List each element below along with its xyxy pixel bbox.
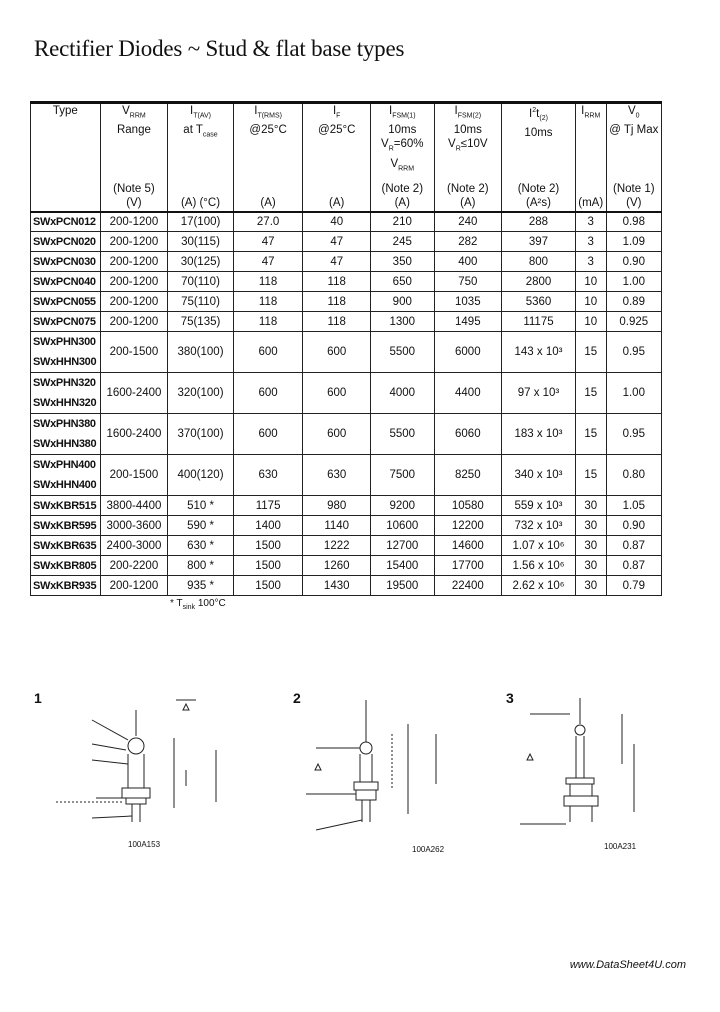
cell-type: SWxPCN030 — [31, 252, 101, 272]
cell-itrms: 118 — [233, 272, 303, 292]
cell-vo: 0.95 — [606, 414, 661, 455]
cell-if: 600 — [303, 373, 371, 414]
cell-itav: 380(100) — [168, 332, 234, 373]
col-type: Type — [31, 103, 101, 176]
cell-itrms: 27.0 — [233, 212, 303, 232]
figure-3-number: 3 — [506, 690, 514, 706]
cell-if: 600 — [303, 414, 371, 455]
cell-vo: 0.87 — [606, 556, 661, 576]
cell-irrm: 15 — [575, 373, 606, 414]
cell-i2t: 1.07 x 10⁶ — [502, 536, 576, 556]
table-row — [31, 252, 662, 272]
cell-v: 200-1200 — [100, 312, 168, 332]
cell-type: SWxPCN012 — [31, 212, 101, 232]
cell-ifsm1: 1300 — [371, 312, 435, 332]
cell-v: 200-1200 — [100, 576, 168, 596]
cell-i2t: 732 x 10³ — [502, 516, 576, 536]
cell-ifsm1: 350 — [371, 252, 435, 272]
col-itrms: $I_{T(RMS)}$ @25°C — [233, 103, 303, 176]
cell-irrm: 30 — [575, 556, 606, 576]
cell-ifsm2: 240 — [434, 212, 502, 232]
table-row — [31, 292, 662, 312]
cell-irrm: 3 — [575, 252, 606, 272]
cell-irrm: 30 — [575, 516, 606, 536]
cell-v: 200-1500 — [100, 455, 168, 496]
table-row — [31, 516, 662, 536]
cell-i2t: 2.62 x 10⁶ — [502, 576, 576, 596]
cell-vo: 1.09 — [606, 232, 661, 252]
cell-ifsm2: 10580 — [434, 496, 502, 516]
cell-itav: 75(135) — [168, 312, 234, 332]
cell-ifsm1: 650 — [371, 272, 435, 292]
cell-itav: 630 * — [168, 536, 234, 556]
cell-ifsm2: 6060 — [434, 414, 502, 455]
cell-i2t: 2800 — [502, 272, 576, 292]
cell-if: 118 — [303, 292, 371, 312]
cell-v: 200-1200 — [100, 232, 168, 252]
cell-v: 200-1500 — [100, 332, 168, 373]
cell-ifsm2: 22400 — [434, 576, 502, 596]
cell-ifsm2: 282 — [434, 232, 502, 252]
cell-vo: 1.05 — [606, 496, 661, 516]
cell-type: SWxKBR515 — [31, 496, 101, 516]
cell-vo: 1.00 — [606, 272, 661, 292]
cell-v: 3000-3600 — [100, 516, 168, 536]
col-irrm: $I_{RRM}$ — [575, 103, 606, 176]
cell-itrms: 600 — [233, 373, 303, 414]
table-row — [31, 536, 662, 556]
cell-if: 118 — [303, 312, 371, 332]
cell-v: 1600-2400 — [100, 373, 168, 414]
cell-itav: 935 * — [168, 576, 234, 596]
cell-itrms: 47 — [233, 252, 303, 272]
cell-itav: 320(100) — [168, 373, 234, 414]
cell-v: 2400-3000 — [100, 536, 168, 556]
cell-ifsm2: 400 — [434, 252, 502, 272]
cell-ifsm1: 4000 — [371, 373, 435, 414]
cell-itrms: 600 — [233, 414, 303, 455]
cell-vo: 0.95 — [606, 332, 661, 373]
cell-irrm: 3 — [575, 232, 606, 252]
table-row — [31, 332, 662, 373]
cell-if: 630 — [303, 455, 371, 496]
cell-v: 200-1200 — [100, 212, 168, 232]
cell-itrms: 118 — [233, 292, 303, 312]
cell-vo: 0.80 — [606, 455, 661, 496]
cell-ifsm1: 15400 — [371, 556, 435, 576]
cell-if: 1430 — [303, 576, 371, 596]
cell-type: SWxKBR805 — [31, 556, 101, 576]
cell-if: 1260 — [303, 556, 371, 576]
cell-type: SWxPHN320 SWxHHN320 — [31, 373, 101, 414]
figure-2-drawing — [296, 694, 456, 844]
table-row — [31, 373, 662, 414]
cell-vo: 0.90 — [606, 252, 661, 272]
cell-ifsm1: 7500 — [371, 455, 435, 496]
cell-itav: 70(110) — [168, 272, 234, 292]
cell-v: 200-1200 — [100, 252, 168, 272]
cell-itav: 800 * — [168, 556, 234, 576]
cell-ifsm1: 19500 — [371, 576, 435, 596]
cell-type: SWxPCN055 — [31, 292, 101, 312]
cell-i2t: 559 x 10³ — [502, 496, 576, 516]
footnote: * $T_{sink}$ 100°C — [170, 598, 226, 611]
cell-itav: 75(110) — [168, 292, 234, 312]
cell-irrm: 30 — [575, 536, 606, 556]
col-vo: $V_0$ @ Tj Max — [606, 103, 661, 176]
cell-ifsm1: 12700 — [371, 536, 435, 556]
diode-spec-table: Type $V_{RRM}$ Range $I_{T(AV)}$ at $T_{case}$ $I_{T(RMS)}$ @25°C $I_F$ @25°C $I_{FSM(1)}$ 10ms $V_R=60\%$ $V_{RRM}$ $I_{FSM(2)}$ 10ms $V_R\le 10V$ $I^2t_{(2)}$ 10ms $I_{RRM}$ $V_0$ @ Tj Max (Note 5) (V) (A) (°C) (A) (A) (Note 2) (A) (Note 2) (A) (Note 2) (A²s) (mA) (Note 1) (V) SWxPCN012 200-1200 17(100) 27.0 40 210 240 288 3 0.98 SWxPCN020 200-1200 30(115) 47 47 245 282 397 3 1.09 SWxPCN030 200-1200 30(125) 47 47 350 400 800 3 0.90 SWxPCN040 200-1200 70(110) 118 118 650 750 2800 10 1.00 SWxPCN055 200-1200 75(110) 118 118 900 1035 5360 10 0.89 SWxPCN075 200-1200 75(135) 118 118 1300 1495 11175 10 0.925 SWxPHN300 SWxHHN300 200-1500 380(100) 600 600 5500 6000 143 x 10³ 15 0.95 SWxPHN320 SWxHHN320 1600-2400 320(100) 600 600 4000 4400 97 x 10³ 15 1.00 SWxPHN380 SWxHHN380 1600-2400 370(100) 600 600 5500 6060 183 x 10³ 15 0.95 SWxPHN400 SWxHHN400 200-1500 400(120) 630 630 7500 8250 340 x 10³ 15 0.80 SWxKBR515 3800-4400 510 * 1175 980 9200 10580 559 x 10³ 30 1.05 SWxKBR595 3000-3600 590 * 1400 1140 10600 12200 732 x 10³ 30 0.90 SWxKBR635 2400-3000 630 * 1500 1222 12700 14600 1.07 x 10⁶ 30 0.87 SWxKBR805 200-2200 800 * 1500 1260 15400 17700 1.56 x 10⁶ 30 0.87 SWxKBR935 200-1200 935 * 1500 1430 19500 22400 2.62 x 10⁶ 30 0.79 — [30, 101, 662, 596]
figure-1-code: 100A153 — [128, 840, 161, 849]
table-row — [31, 212, 662, 232]
figure-2-number: 2 — [293, 690, 301, 706]
figure-1-drawing — [36, 690, 236, 840]
cell-ifsm1: 900 — [371, 292, 435, 312]
cell-i2t: 11175 — [502, 312, 576, 332]
cell-ifsm2: 8250 — [434, 455, 502, 496]
table-row — [31, 556, 662, 576]
cell-ifsm1: 10600 — [371, 516, 435, 536]
cell-itrms: 630 — [233, 455, 303, 496]
table-row — [31, 455, 662, 496]
cell-ifsm2: 1035 — [434, 292, 502, 312]
cell-i2t: 397 — [502, 232, 576, 252]
col-if: $I_F$ @25°C — [303, 103, 371, 176]
cell-irrm: 10 — [575, 292, 606, 312]
cell-ifsm1: 5500 — [371, 332, 435, 373]
cell-itrms: 47 — [233, 232, 303, 252]
cell-vo: 0.87 — [606, 536, 661, 556]
cell-i2t: 800 — [502, 252, 576, 272]
figure-1-number: 1 — [34, 690, 42, 706]
cell-irrm: 10 — [575, 272, 606, 292]
cell-irrm: 30 — [575, 576, 606, 596]
table-row — [31, 272, 662, 292]
col-ifsm1: $I_{FSM(1)}$ 10ms $V_R=60\%$ $V_{RRM}$ — [371, 103, 435, 176]
cell-ifsm2: 12200 — [434, 516, 502, 536]
cell-ifsm1: 245 — [371, 232, 435, 252]
figure-3-drawing — [510, 694, 670, 844]
col-itav: $I_{T(AV)}$ at $T_{case}$ — [168, 103, 234, 176]
table-row — [31, 312, 662, 332]
cell-type: SWxPCN075 — [31, 312, 101, 332]
cell-ifsm2: 1495 — [434, 312, 502, 332]
cell-i2t: 97 x 10³ — [502, 373, 576, 414]
cell-i2t: 1.56 x 10⁶ — [502, 556, 576, 576]
watermark: www.DataSheet4U.com — [569, 959, 686, 971]
cell-irrm: 15 — [575, 332, 606, 373]
cell-vo: 1.00 — [606, 373, 661, 414]
table-row — [31, 232, 662, 252]
cell-if: 118 — [303, 272, 371, 292]
cell-if: 600 — [303, 332, 371, 373]
cell-type: SWxPCN020 — [31, 232, 101, 252]
cell-ifsm1: 9200 — [371, 496, 435, 516]
cell-if: 1222 — [303, 536, 371, 556]
cell-i2t: 288 — [502, 212, 576, 232]
cell-itrms: 1500 — [233, 536, 303, 556]
cell-vo: 0.98 — [606, 212, 661, 232]
table-row — [31, 414, 662, 455]
cell-if: 47 — [303, 252, 371, 272]
cell-vo: 0.90 — [606, 516, 661, 536]
figure-2-code: 100A262 — [412, 845, 445, 854]
cell-i2t: 5360 — [502, 292, 576, 312]
cell-itrms: 118 — [233, 312, 303, 332]
page-title: Rectifier Diodes ~ Stud & flat base types — [34, 36, 405, 61]
cell-itrms: 1500 — [233, 556, 303, 576]
cell-itav: 17(100) — [168, 212, 234, 232]
cell-ifsm2: 6000 — [434, 332, 502, 373]
cell-v: 3800-4400 — [100, 496, 168, 516]
cell-ifsm1: 210 — [371, 212, 435, 232]
cell-ifsm2: 750 — [434, 272, 502, 292]
cell-itav: 30(115) — [168, 232, 234, 252]
cell-v: 200-2200 — [100, 556, 168, 576]
table-row — [31, 576, 662, 596]
cell-type: SWxKBR635 — [31, 536, 101, 556]
cell-v: 1600-2400 — [100, 414, 168, 455]
cell-i2t: 340 x 10³ — [502, 455, 576, 496]
cell-i2t: 183 x 10³ — [502, 414, 576, 455]
cell-vo: 0.79 — [606, 576, 661, 596]
cell-ifsm2: 14600 — [434, 536, 502, 556]
cell-irrm: 10 — [575, 312, 606, 332]
cell-v: 200-1200 — [100, 292, 168, 312]
cell-if: 40 — [303, 212, 371, 232]
cell-if: 1140 — [303, 516, 371, 536]
cell-itrms: 1175 — [233, 496, 303, 516]
cell-ifsm1: 5500 — [371, 414, 435, 455]
cell-v: 200-1200 — [100, 272, 168, 292]
cell-type: SWxPHN380 SWxHHN380 — [31, 414, 101, 455]
cell-irrm: 15 — [575, 414, 606, 455]
cell-irrm: 30 — [575, 496, 606, 516]
cell-if: 980 — [303, 496, 371, 516]
cell-itav: 370(100) — [168, 414, 234, 455]
cell-vo: 0.89 — [606, 292, 661, 312]
cell-type: SWxKBR595 — [31, 516, 101, 536]
cell-i2t: 143 x 10³ — [502, 332, 576, 373]
cell-type: SWxPHN300 SWxHHN300 — [31, 332, 101, 373]
cell-itav: 510 * — [168, 496, 234, 516]
cell-itav: 30(125) — [168, 252, 234, 272]
table-row — [31, 496, 662, 516]
cell-ifsm2: 17700 — [434, 556, 502, 576]
cell-irrm: 15 — [575, 455, 606, 496]
cell-itav: 590 * — [168, 516, 234, 536]
cell-type: SWxPCN040 — [31, 272, 101, 292]
cell-if: 47 — [303, 232, 371, 252]
cell-itrms: 600 — [233, 332, 303, 373]
col-ifsm2: $I_{FSM(2)}$ 10ms $V_R\le 10V$ — [434, 103, 502, 176]
cell-irrm: 3 — [575, 212, 606, 232]
cell-itav: 400(120) — [168, 455, 234, 496]
cell-itrms: 1500 — [233, 576, 303, 596]
col-i2t: $I^2t_{(2)}$ 10ms — [502, 103, 576, 176]
cell-type: SWxKBR935 — [31, 576, 101, 596]
col-vrrm: $V_{RRM}$ Range — [100, 103, 168, 176]
cell-ifsm2: 4400 — [434, 373, 502, 414]
cell-type: SWxPHN400 SWxHHN400 — [31, 455, 101, 496]
cell-vo: 0.925 — [606, 312, 661, 332]
figure-3-code: 100A231 — [604, 842, 637, 851]
cell-itrms: 1400 — [233, 516, 303, 536]
